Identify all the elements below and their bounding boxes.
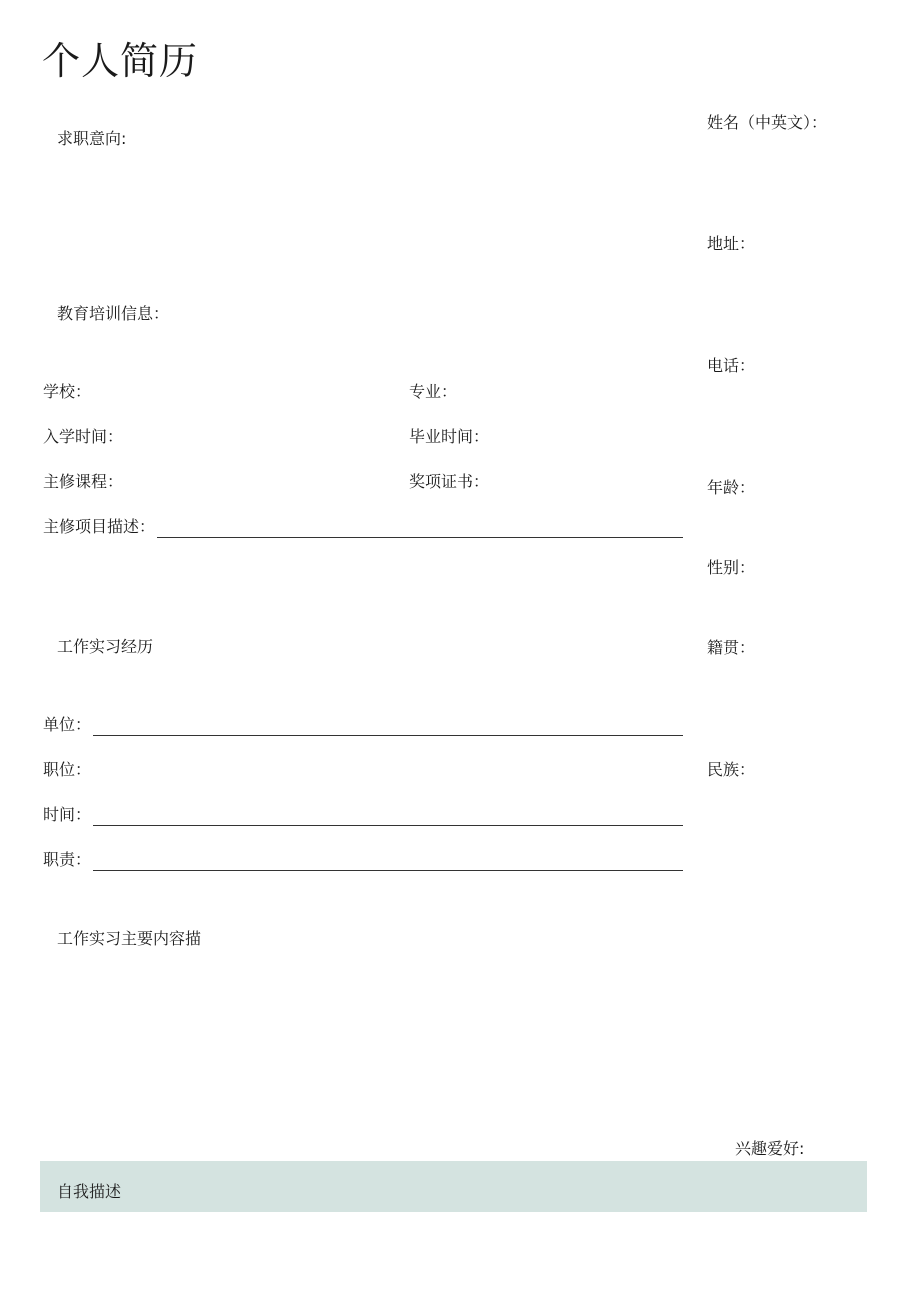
company-line[interactable]	[93, 717, 683, 736]
courses-label: 主修课程：	[43, 472, 124, 491]
position-label: 职位：	[43, 760, 92, 779]
self-description-label: 自我描述	[57, 1182, 122, 1201]
ethnicity-label: 民族：	[707, 760, 756, 779]
address-label: 地址：	[707, 234, 756, 253]
education-heading: 教育培训信息：	[57, 304, 170, 323]
self-description-band	[40, 1161, 867, 1212]
company-field	[43, 714, 683, 736]
time-field	[43, 804, 683, 826]
duty-field	[43, 849, 683, 871]
graduate-time-label: 毕业时间：	[409, 427, 490, 446]
project-description-field	[43, 516, 683, 538]
duty-label: 职责：	[43, 850, 92, 869]
page-title: 个人简历	[42, 39, 199, 83]
awards-label: 奖项证书：	[409, 472, 490, 491]
hometown-label: 籍贯：	[707, 638, 756, 657]
enroll-time-label: 入学时间：	[43, 427, 124, 446]
objective-heading: 求职意向:	[57, 129, 127, 148]
time-line[interactable]	[93, 807, 683, 826]
company-label: 单位：	[43, 715, 92, 734]
phone-label: 电话：	[707, 356, 756, 375]
project-description-line[interactable]	[157, 519, 683, 538]
time-label: 时间：	[43, 805, 92, 824]
work-heading: 工作实习经历	[57, 637, 154, 656]
school-label: 学校：	[43, 382, 92, 401]
duty-line[interactable]	[93, 852, 683, 871]
project-description-label: 主修项目描述：	[43, 517, 156, 536]
gender-label: 性别：	[707, 558, 756, 577]
age-label: 年龄：	[707, 478, 756, 497]
hobbies-label: 兴趣爱好:	[735, 1139, 805, 1158]
major-label: 专业：	[409, 382, 458, 401]
name-label: 姓名（中英文）：	[707, 113, 828, 132]
work-content-heading: 工作实习主要内容描	[57, 929, 202, 948]
